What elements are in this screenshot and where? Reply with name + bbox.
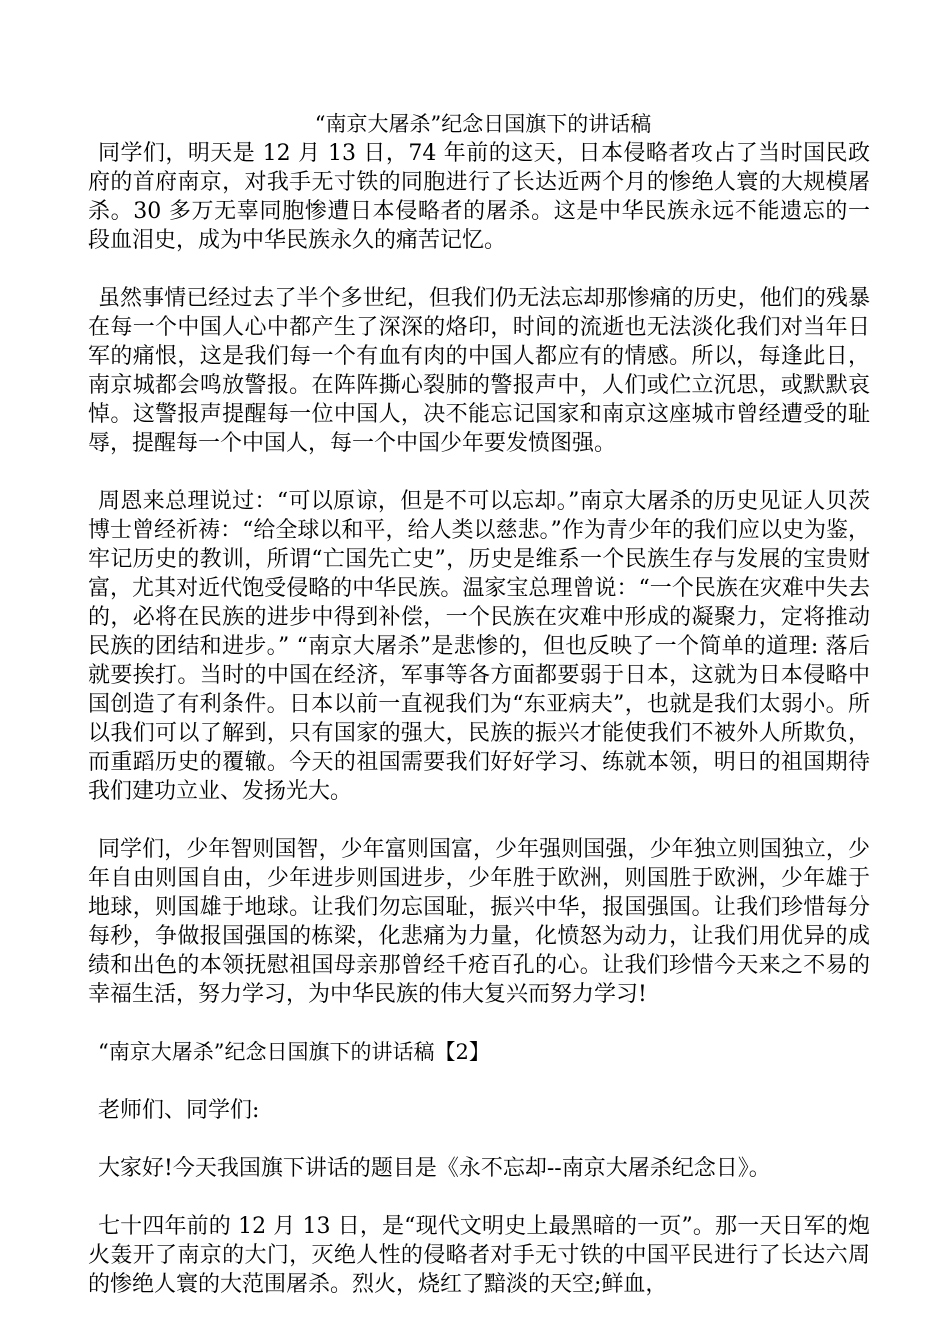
paragraph-4: 同学们，少年智则国智，少年富则国富，少年强则国强，少年独立则国独立，少年自由则国自由，少年进步则国进步，少年胜于欧洲，则国胜于欧洲，少年雄于地球，则国雄于地球。让我们勿忘国耻，振兴中华，报国强国。让我们珍惜每分每秒，争做报国强国的栋梁，化悲痛为力量，化愤怒为动力，让我们用优异的成绩和出色的本领抚慰祖国母亲那曾经千疮百孔的心。让我们珍惜今天来之不易的幸福生活，努力学习，为中华民族的伟大复兴而努力学习! xyxy=(88,837,870,1007)
paragraph-1: 同学们，明天是 12 月 13 日，74 年前的这天，日本侵略者攻占了当时国民政府的首府南京，对我手无寸铁的同胞进行了长达近两个月的惨绝人寰的大规模屠杀。30 多万无辜同胞惨遭日本侵略者的屠杀。这是中华民族永远不能遗忘的一段血泪史，成为中华民族永久的痛苦记忆。 xyxy=(88,141,870,253)
document-title: “南京大屠杀”纪念日国旗下的讲话稿 xyxy=(314,112,652,136)
paragraph-5: 七十四年前的 12 月 13 日，是“现代文明史上最黑暗的一页”。那一天日军的炮火轰开了南京的大门，灭绝人性的侵略者对手无寸铁的中国平民进行了长达六周的惨绝人寰的大范围屠杀。烈火，烧红了黯淡的天空;鲜血， xyxy=(88,1214,870,1297)
greeting: 大家好!今天我国旗下讲话的题目是《永不忘却--南京大屠杀纪念日》。 xyxy=(98,1156,771,1181)
salutation: 老师们、同学们: xyxy=(98,1098,260,1123)
section-heading-2: “南京大屠杀”纪念日国旗下的讲话稿【2】 xyxy=(98,1040,490,1064)
paragraph-3: 周恩来总理说过：“可以原谅，但是不可以忘却。”南京大屠杀的历史见证人贝茨博士曾经祈祷：“给全球以和平，给人类以慈悲。”作为青少年的我们应以史为鉴，牢记历史的教训，所谓“亡国先亡史”，历史是维系一个民族生存与发展的宝贵财富，尤其对近代饱受侵略的中华民族。温家宝总理曾说：“一个民族在灾难中失去的，必将在民族的进步中得到补偿，一个民族在灾难中形成的凝聚力，定将推动民族的团结和进步。” “南京大屠杀”是悲惨的，但也反映了一个简单的道理: 落后就要挨打。当时的中国在经济，军事等各方面都要弱于日本，这就为日本侵略中国创造了有利条件。日本以前一直视我们为“东亚病夫”，也就是我们太弱小。所以我们可以了解到，只有国家的强大，民族的振兴才能使我们不被外人所欺负，而重蹈历史的覆辙。今天的祖国需要我们好好学习、练就本领，明日的祖国期待我们建功立业、发扬光大。 xyxy=(88,489,870,804)
document-page xyxy=(88,110,870,1328)
paragraph-2: 虽然事情已经过去了半个多世纪，但我们仍无法忘却那惨痛的历史，他们的残暴在每一个中国人心中都产生了深深的烙印，时间的流逝也无法淡化我们对当年日军的痛恨，这是我们每一个有血有肉的中国人都应有的情感。所以，每逢此日，南京城都会鸣放警报。在阵阵撕心裂肺的警报声中，人们或伫立沉思，或默默哀悼。这警报声提醒每一位中国人，决不能忘记国家和南京这座城市曾经遭受的耻辱，提醒每一个中国人，每一个中国少年要发愤图强。 xyxy=(88,286,870,456)
